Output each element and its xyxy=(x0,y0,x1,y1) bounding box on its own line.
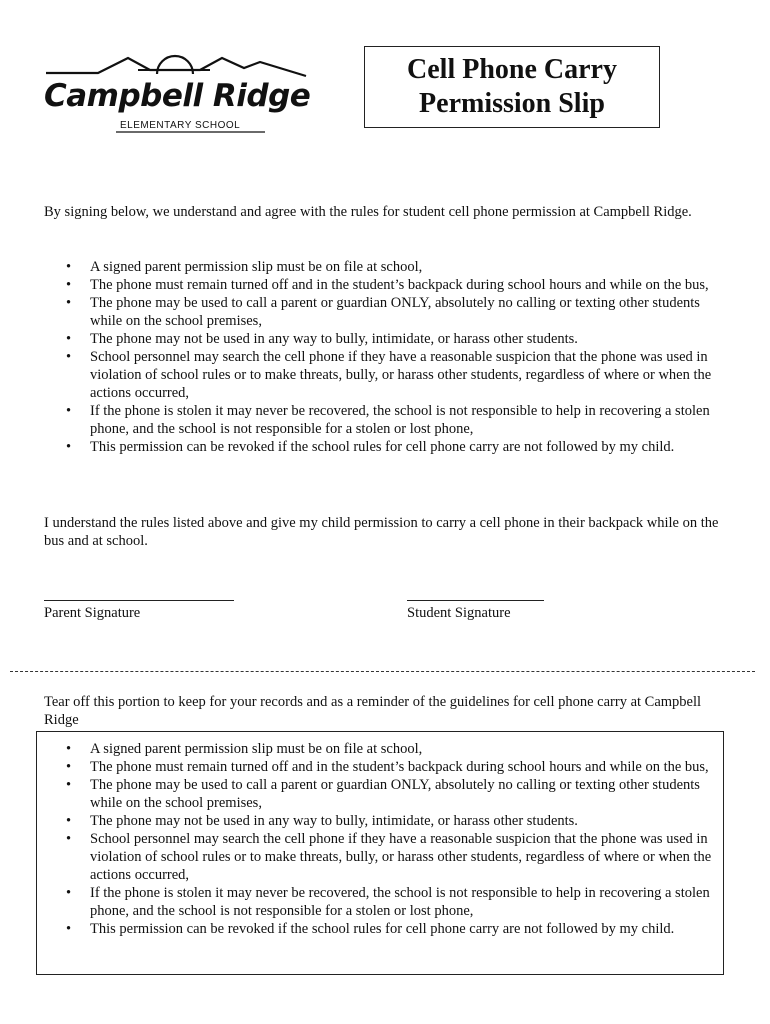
logo-subtitle: ELEMENTARY SCHOOL xyxy=(120,120,241,131)
student-signature-line[interactable] xyxy=(407,600,544,601)
rules-list xyxy=(44,258,724,456)
title-line-1: Cell Phone Carry xyxy=(407,54,617,85)
tear-off-rules-list xyxy=(44,740,716,938)
tear-off-rule-item: • The phone may be used to call a parent or guardian ONLY, absolutely no calling or texting other students while on the school premises, xyxy=(44,776,716,812)
school-logo xyxy=(40,40,315,140)
rule-item: • The phone may not be used in any way to bully, intimidate, or harass other students. xyxy=(44,330,724,348)
page-title xyxy=(407,53,617,121)
rule-item: • The phone may be used to call a parent or guardian ONLY, absolutely no calling or texting other students while on the school premises, xyxy=(44,294,724,330)
tear-off-rule-item: • The phone must remain turned off and in the student’s backpack during school hours and while on the bus, xyxy=(44,758,716,776)
rule-item: • School personnel may search the cell phone if they have a reasonable suspicion that the phone was used in violation of school rules or to make threats, bully, or harass other students, regardless of where or when the actions occurred, xyxy=(44,348,724,402)
tear-off-rule-item: • If the phone is stolen it may never be recovered, the school is not responsible to help in recovering a stolen phone, and the school is not responsible for a stolen or lost phone, xyxy=(44,884,716,920)
tear-off-rule-item: • This permission can be revoked if the school rules for cell phone carry are not followed by my child. xyxy=(44,920,716,938)
tear-off-rule-item: • A signed parent permission slip must be on file at school, xyxy=(44,740,716,758)
agreement-text: I understand the rules listed above and give my child permission to carry a cell phone in their backpack while on the bus and at school. xyxy=(44,515,719,549)
parent-signature-line[interactable] xyxy=(44,600,234,601)
title-box xyxy=(364,46,660,128)
title-line-2: Permission Slip xyxy=(419,88,605,119)
tear-off-instruction: Tear off this portion to keep for your records and as a reminder of the guidelines for cell phone carry at Campbell Ridge xyxy=(44,694,702,728)
logo-school-name: Campbell Ridge xyxy=(44,78,311,114)
tear-off-divider xyxy=(10,671,755,672)
intro-text: By signing below, we understand and agree with the rules for student cell phone permission at Campbell Ridge. xyxy=(44,204,692,220)
rule-item: • The phone must remain turned off and in the student’s backpack during school hours and while on the bus, xyxy=(44,276,724,294)
student-signature-label: Student Signature xyxy=(407,605,511,621)
rule-item: • A signed parent permission slip must be on file at school, xyxy=(44,258,724,276)
rule-item: • If the phone is stolen it may never be recovered, the school is not responsible to help in recovering a stolen phone, and the school is not responsible for a stolen or lost phone, xyxy=(44,402,724,438)
rule-item: • This permission can be revoked if the school rules for cell phone carry are not followed by my child. xyxy=(44,438,724,456)
tear-off-rule-item: • The phone may not be used in any way to bully, intimidate, or harass other students. xyxy=(44,812,716,830)
parent-signature-label: Parent Signature xyxy=(44,605,141,621)
tear-off-rule-item: • School personnel may search the cell phone if they have a reasonable suspicion that the phone was used in violation of school rules or to make threats, bully, or harass other students, regardless of where or when the actions occurred, xyxy=(44,830,716,884)
